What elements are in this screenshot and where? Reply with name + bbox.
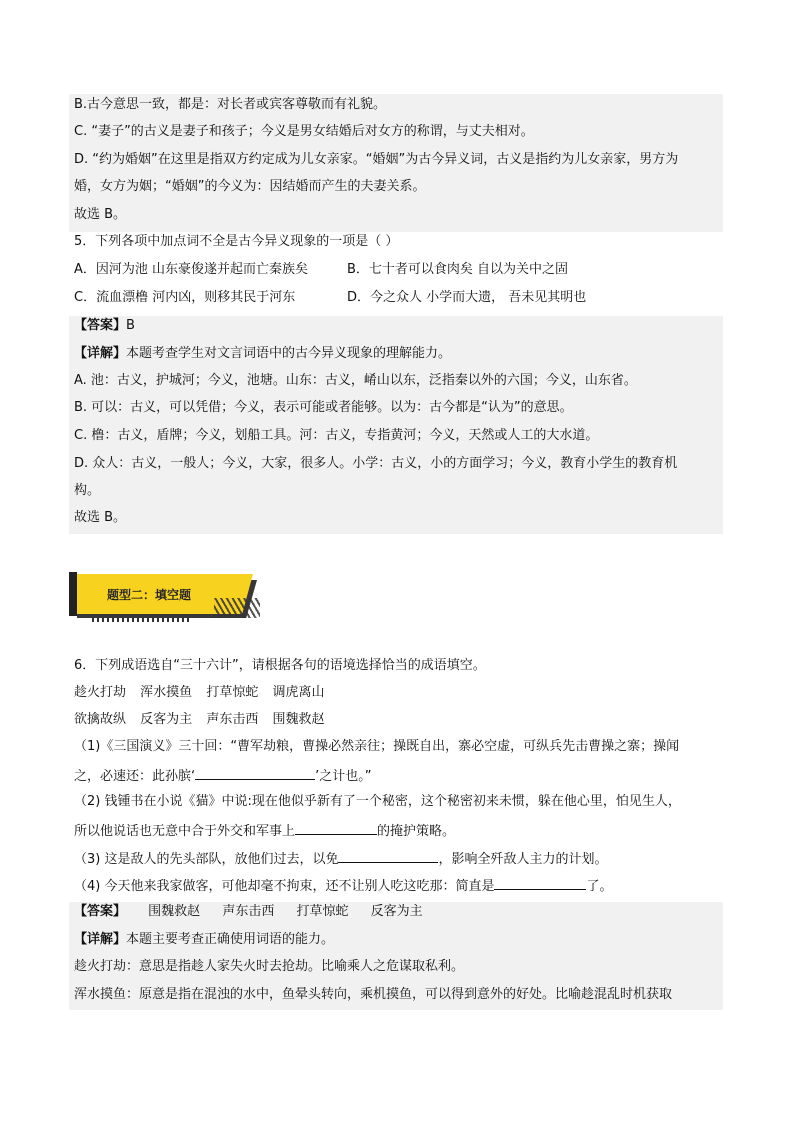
fill-blank-3[interactable]	[338, 849, 438, 863]
question-6-stem: 6．下列成语选自“三十六计”，请根据各句的语境选择恰当的成语填空。	[74, 658, 486, 673]
answer-item: 打草惊蛇	[296, 904, 349, 919]
question-5-option-b: B．七十者可以食肉矣 自以为关中之固	[347, 262, 569, 277]
detail-6-line-1: 趁火打劫：意思是指趁人家失火时去抢劫。比喻乘人之危谋取私利。	[74, 959, 465, 974]
detail-6	[74, 931, 334, 949]
sentence-1: （1)《三国演义》三十回：“曹军劫粮，曹操必然亲往；操既自出，寨必空虚，可纵兵先击曹操之寨；操闻	[74, 739, 680, 754]
detail-6-line-2: 浑水摸鱼：原意是指在混浊的水中，鱼晕头转向，乘机摸鱼，可以得到意外的好处。比喻趁混乱时机获取	[74, 987, 673, 1002]
idiom-item: 调虎离山	[272, 685, 325, 700]
question-5-option-c: C．流血漂橹 河内凶，则移其民于河东	[74, 290, 296, 305]
fill-blank-2[interactable]	[295, 821, 377, 835]
detail-5-d: D. 众人：古义，一般人；今义，大家，很多人。小学：古义，小的方面学习；今义，教育小学生的教育机	[74, 456, 678, 471]
banner-stripes-decoration	[214, 598, 260, 618]
banner-dots-decoration	[92, 618, 192, 622]
detail-5-b: B. 可以：古义，可以凭借；今义，表示可能或者能够。以为：古今都是“认为”的意思。	[74, 400, 573, 415]
detail-5-c: C. 橹：古义，盾牌；今义，划船工具。河：古义，专指黄河；今义，天然或人工的大水道。	[74, 428, 599, 443]
sentence-3: （3) 这是敌人的先头部队，放他们过去，以免 ，影响全歼敌人主力的计划。	[74, 849, 608, 869]
detail-text: 本题主要考查正确使用词语的能力。	[126, 932, 335, 947]
question-5-option-a: A．因河为池 山东豪俊遂并起而亡秦族矣	[74, 262, 309, 277]
question-5-option-d: D．今之众人 小学而大遗， 吾未见其明也	[347, 290, 587, 305]
explanation-line-d: D. “约为婚姻”在这里是指双方约定成为儿女亲家。“婚姻”为古今异义词，古义是指约为儿女亲家，男方为	[74, 152, 679, 167]
answer-item: 反客为主	[370, 904, 423, 919]
answer-item: 声东击西	[222, 904, 275, 919]
answer-6	[74, 903, 423, 921]
idiom-item: 浑水摸鱼	[140, 685, 193, 700]
detail-label: 【详解】	[74, 346, 127, 361]
question-5-stem: 5．下列各项中加点词不全是古今异义现象的一项是（ ）	[74, 234, 399, 249]
section-title: 题型二：填空题	[107, 588, 192, 602]
answer-5	[74, 317, 135, 335]
idiom-item: 反客为主	[140, 712, 193, 727]
idiom-row-1	[74, 684, 324, 702]
explanation-conclusion: 故选 B。	[74, 207, 127, 222]
idiom-item: 声东击西	[206, 712, 259, 727]
detail-5-conclusion: 故选 B。	[74, 510, 127, 525]
fill-blank-1[interactable]	[195, 766, 315, 780]
detail-5	[74, 345, 451, 363]
sentence-2: （2) 钱锺书在小说《猫》中说:现在他似乎新有了一个秘密，这个秘密初来未惯，躲在他心里，怕见生人，	[74, 794, 681, 809]
idiom-item: 欲擒故纵	[74, 712, 127, 727]
sentence-1-cont: 之，必速还：此孙膑‘ ’之计也。”	[74, 766, 372, 786]
explanation-line-b: B.古今意思一致，都是：对长者或宾客尊敬而有礼貌。	[74, 97, 387, 112]
idiom-item: 趁火打劫	[74, 685, 127, 700]
answer-item: 围魏救赵	[148, 904, 201, 919]
idiom-row-2	[74, 711, 324, 729]
detail-5-d-cont: 构。	[74, 483, 101, 498]
detail-label: 【详解】	[74, 932, 127, 947]
sentence-2-cont: 所以他说话也无意中合于外交和军事上 的掩护策略。	[74, 821, 455, 841]
explanation-line-d-cont: 婚，女方为姻；“婚姻”的今义为：因结婚而产生的夫妻关系。	[74, 179, 426, 194]
detail-text: 本题考查学生对文言词语中的古今异义现象的理解能力。	[126, 346, 452, 361]
fill-blank-4[interactable]	[494, 876, 586, 890]
detail-5-a: A. 池：古义，护城河；今义，池塘。山东：古义，崤山以东，泛指秦以外的六国；今义，山东省。	[74, 373, 637, 388]
answer-label: 【答案】	[74, 318, 127, 333]
sentence-4: （4) 今天他来我家做客，可他却毫不拘束，还不让别人吃这吃那：简直是 了。	[74, 876, 613, 896]
answer-label: 【答案】	[74, 904, 127, 919]
idiom-item: 围魏救赵	[272, 712, 325, 727]
answer-value: B	[126, 318, 135, 333]
idiom-item: 打草惊蛇	[206, 685, 259, 700]
explanation-line-c: C. “妻子”的古义是妻子和孩子；今义是男女结婚后对女方的称谓，与丈夫相对。	[74, 124, 534, 139]
